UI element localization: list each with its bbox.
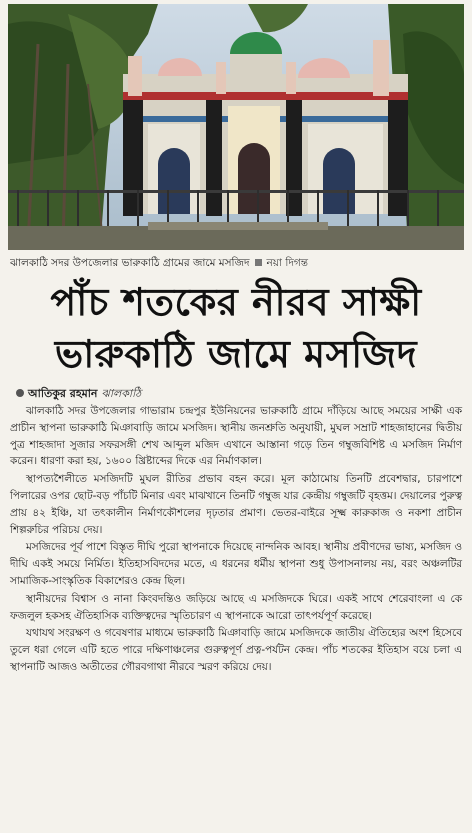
headline-line-2: ভারুকাঠি জামে মসজিদ <box>54 332 418 376</box>
article-body <box>10 403 462 677</box>
byline-author: আতিকুর রহমান <box>28 387 98 400</box>
bullet-icon <box>16 389 24 397</box>
headline <box>4 276 468 380</box>
paragraph: যথাযথ সংরক্ষণ ও গবেষণার মাধ্যমে ভারুকাঠি মিঞাবাড়ি জামে মসজিদকে জাতীয় ঐতিহ্যের অংশ হিসেবে তুলে ধরা গেলে এটি হতে পারে দক্ষিণাঞ্চলের গুরুত্বপূর্ণ প্রত্ন-পর্যটন কেন্দ্র। পাঁচ শতকের ইতিহাস বয়ে চলা এ স্থাপনাটি আজও অতীতের গৌরবগাথা নীরবে স্মরণ করিয়ে দেয়। <box>10 627 462 673</box>
paragraph: স্থানীয়দের বিশ্বাস ও নানা কিংবদন্তিও জড়িয়ে আছে এ মসজিদকে ঘিরে। একই সাথে শেরেবাংলা এ কে ফজলুল হকসহ ঐতিহাসিক ব্যক্তিত্বদের স্মৃতিচারণ এ স্থাপনাকে আরো তাৎপর্যপূর্ণ করেছে। <box>10 592 462 622</box>
paragraph: ঝালকাঠি সদর উপজেলার গাভারাম চন্দ্রপুর ইউনিয়নের ভারুকাঠি গ্রামে দাঁড়িয়ে আছে সময়ের সাক্ষী এক প্রাচীন স্থাপনা ভারুকাঠি মিঞাবাড়ি জামে মসজিদ। স্থানীয় জনশ্রুতি অনুযায়ী, মুঘল সম্রাট শাহজাহানের দ্বিতীয় পুত্র শাহজাদা সুজার সফরসঙ্গী শেখ আব্দুল মজিদ এখানে আস্তানা গড়ে তিন গম্বুজবিশিষ্ট এ মসজিদ নির্মাণ করেন। ধারণা করা হয়, ১৬০০ খ্রিষ্টাব্দের দিকে এর নির্মাণকাল। <box>10 405 462 468</box>
byline <box>16 386 141 402</box>
mosque-photo <box>8 4 464 250</box>
caption-separator-icon <box>255 259 262 266</box>
paragraph: মসজিদের পূর্ব পাশে বিস্তৃত দীঘি পুরো স্থাপনাকে দিয়েছে নান্দনিক আবহ। স্থানীয় প্রবীণদের ভাষ্য, মসজিদ ও দীঘি একই সময়ে নির্মিত। ইতিহাসবিদদের মতে, এ ধরনের ধর্মীয় স্থাপনা শুধু উপাসনালয় নয়, বরং অঞ্চলটির সামাজিক-সাংস্কৃতিক বিকাশেরও কেন্দ্র ছিল। <box>10 541 462 587</box>
caption-text: ঝালকাঠি সদর উপজেলার ভারুকাঠি গ্রামের জামে মসজিদ <box>10 257 250 269</box>
byline-place: ঝালকাঠি <box>101 387 142 400</box>
paragraph: স্থাপত্যশৈলীতে মসজিদটি মুঘল রীতির প্রভাব বহন করে। মূল কাঠামোয় তিনটি প্রবেশদ্বার, চারপাশে পিলারের ওপর ছোট-বড় পাঁচটি মিনার এবং মাঝখানে তিনটি গম্বুজ যার কেন্দ্রীয় গম্বুজটি বৃহত্তম। দেয়ালের পুরুত্ব প্রায় ৪২ ইঞ্চি, যা তৎকালীন নির্মাণকৌশলের দৃঢ়তার প্রমাণ। ভেতর-বাইরে সূক্ষ্ম কারুকাজ ও নকশা প্রাচীন শিল্পরুচির পরিচয় দেয়। <box>10 473 462 536</box>
headline-line-1: পাঁচ শতকের নীরব সাক্ষী <box>50 280 422 324</box>
caption-source: নয়া দিগন্ত <box>266 257 308 269</box>
photo-caption <box>10 254 462 272</box>
